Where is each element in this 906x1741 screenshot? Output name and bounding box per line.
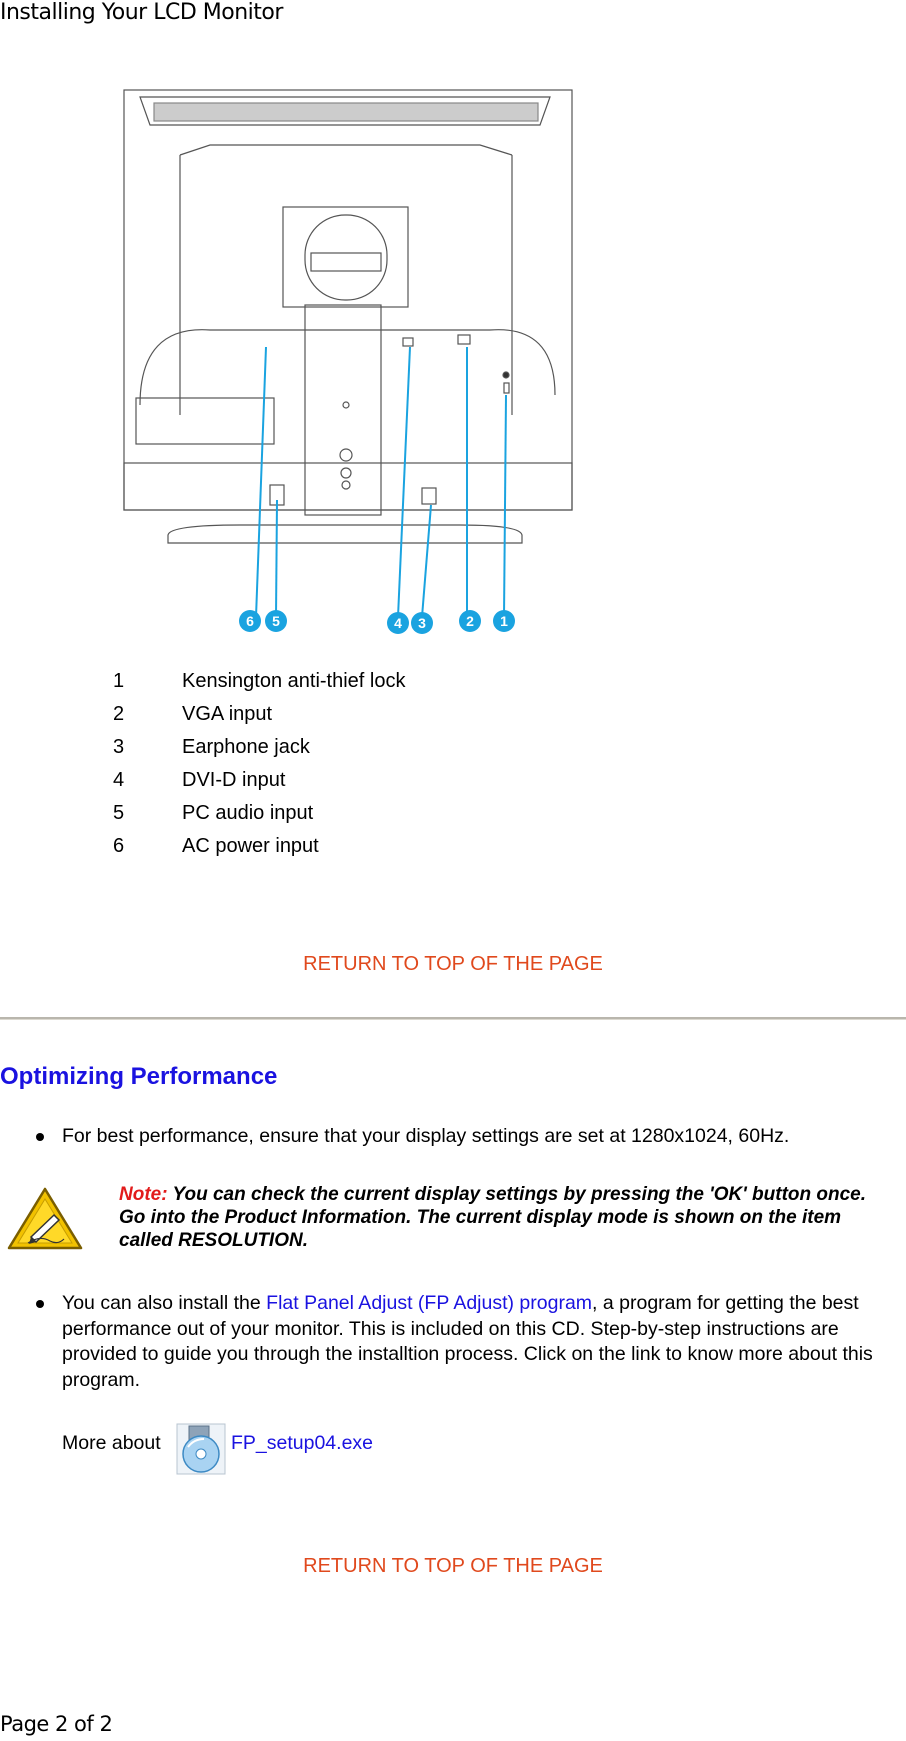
cd-setup-icon[interactable] xyxy=(176,1423,226,1475)
more-about-label: More about xyxy=(62,1432,161,1454)
return-to-top-link[interactable]: RETURN TO TOP OF THE PAGE xyxy=(303,953,603,975)
part-number: 6 xyxy=(113,835,125,857)
bullet-dot xyxy=(36,1300,44,1308)
bullet-text-fp-adjust xyxy=(62,1291,906,1393)
bullet-dot xyxy=(36,1133,44,1141)
part-number: 4 xyxy=(113,769,125,791)
fp-setup-file-link[interactable]: FP_setup04.exe xyxy=(231,1432,374,1454)
note-pencil-icon xyxy=(6,1185,84,1253)
part-label: Earphone jack xyxy=(182,736,310,758)
part-number: 5 xyxy=(113,802,125,824)
callout-label-4: 4 xyxy=(394,615,402,631)
section-title: Optimizing Performance xyxy=(0,1063,278,1090)
section-divider xyxy=(0,1017,906,1020)
part-label: PC audio input xyxy=(182,802,314,824)
callout-label-3: 3 xyxy=(418,615,426,631)
part-label: VGA input xyxy=(182,703,273,725)
fp-adjust-program-link[interactable]: Flat Panel Adjust (FP Adjust) program xyxy=(266,1292,593,1314)
fp-adjust-suffix: , a program for getting the best performance out of your monitor. This is included on this CD. Step-by-step instructions are provided to guide you through the installtion process. Click on the link to know more about this program. xyxy=(62,1292,873,1391)
part-label: DVI-D input xyxy=(182,769,286,791)
callout-label-1: 1 xyxy=(500,613,508,629)
bullet-text-display-settings: For best performance, ensure that your display settings are set at 1280x1024, 60Hz. xyxy=(62,1125,790,1147)
note-body: You can check the current display settings by pressing the 'OK' button once. Go into the Product Information. The current display mode is shown on the item called RESOLUTION. xyxy=(119,1184,867,1251)
part-label: AC power input xyxy=(182,835,319,857)
page-header: Installing Your LCD Monitor xyxy=(0,0,283,25)
page-footer: Page 2 of 2 xyxy=(0,1712,113,1736)
callout-label-2: 2 xyxy=(466,613,474,629)
return-to-top-link[interactable]: RETURN TO TOP OF THE PAGE xyxy=(303,1555,603,1577)
note-text xyxy=(119,1183,879,1252)
part-number: 3 xyxy=(113,736,125,758)
callout-label-5: 5 xyxy=(272,613,280,629)
callout-label-6: 6 xyxy=(246,613,254,629)
monitor-rear-diagram xyxy=(120,85,580,635)
note-label: Note: xyxy=(119,1184,168,1205)
part-number: 1 xyxy=(113,670,125,692)
part-number: 2 xyxy=(113,703,125,725)
part-label: Kensington anti-thief lock xyxy=(182,670,406,692)
fp-adjust-prefix: You can also install the xyxy=(62,1292,267,1314)
